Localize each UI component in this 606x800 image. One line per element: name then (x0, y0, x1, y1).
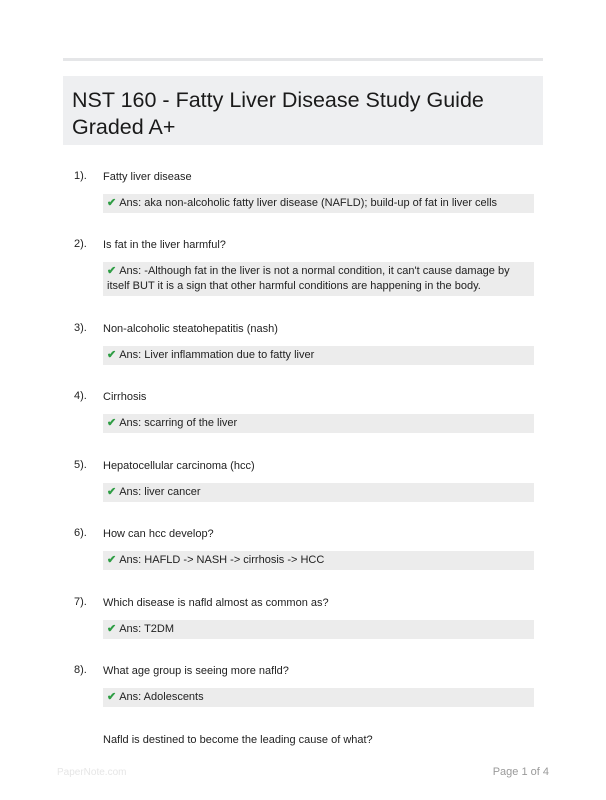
question-item (0, 732, 606, 752)
checkmark-icon: ✔ (107, 486, 117, 498)
question-text: Cirrhosis (103, 391, 147, 403)
checkmark-icon: ✔ (107, 554, 117, 566)
answer-text: Ans: T2DM (119, 623, 175, 635)
checkmark-icon: ✔ (107, 417, 117, 429)
answer-box (103, 346, 534, 365)
question-number: 4). (74, 390, 87, 402)
question-item (0, 526, 606, 546)
question-item (0, 389, 606, 409)
answer-box (103, 414, 534, 433)
answer-text: Ans: liver cancer (119, 486, 201, 498)
page-number: Page 1 of 4 (492, 766, 549, 778)
question-text: Which disease is nafld almost as common as? (103, 597, 329, 609)
question-text: How can hcc develop? (103, 528, 214, 540)
question-number: 1). (74, 170, 87, 182)
question-number: 8). (74, 664, 87, 676)
question-item (0, 595, 606, 615)
checkmark-icon: ✔ (107, 197, 117, 209)
question-number: 5). (74, 459, 87, 471)
answer-box (103, 688, 534, 707)
question-text: Is fat in the liver harmful? (103, 239, 226, 251)
answer-box (103, 194, 534, 213)
answer-text: Ans: Liver inflammation due to fatty liver (119, 349, 315, 361)
question-text: Non-alcoholic steatohepatitis (nash) (103, 323, 278, 335)
question-number: 2). (74, 238, 87, 250)
answer-box (103, 483, 534, 502)
checkmark-icon: ✔ (107, 349, 117, 361)
checkmark-icon: ✔ (107, 265, 117, 277)
top-divider (63, 58, 543, 61)
question-item (0, 237, 606, 257)
question-item (0, 458, 606, 478)
page-title: NST 160 - Fatty Liver Disease Study Guide Graded A+ (72, 88, 484, 139)
answer-text: Ans: -Although fat in the liver is not a normal condition, it can't cause damage by itself BUT it is a sign that other harmful conditions are happening in the body. (107, 265, 510, 292)
question-text: Fatty liver disease (103, 171, 192, 183)
question-number: 3). (74, 322, 87, 334)
title-banner (63, 76, 543, 145)
answer-box (103, 620, 534, 639)
question-number: 6). (74, 527, 87, 539)
answer-text: Ans: HAFLD -> NASH -> cirrhosis -> HCC (119, 554, 325, 566)
question-text: Hepatocellular carcinoma (hcc) (103, 460, 255, 472)
question-item (0, 169, 606, 189)
answer-text: Ans: aka non-alcoholic fatty liver disease (NAFLD); build-up of fat in liver cells (119, 197, 498, 209)
answer-box (103, 551, 534, 570)
question-item (0, 663, 606, 683)
footer-watermark: PaperNote.com (57, 767, 127, 778)
question-text: What age group is seeing more nafld? (103, 665, 289, 677)
answer-text: Ans: scarring of the liver (119, 417, 238, 429)
question-number: 7). (74, 596, 87, 608)
question-item (0, 321, 606, 341)
answer-box (103, 262, 534, 296)
checkmark-icon: ✔ (107, 623, 117, 635)
question-text: Nafld is destined to become the leading cause of what? (103, 734, 373, 746)
checkmark-icon: ✔ (107, 691, 117, 703)
answer-text: Ans: Adolescents (119, 691, 204, 703)
